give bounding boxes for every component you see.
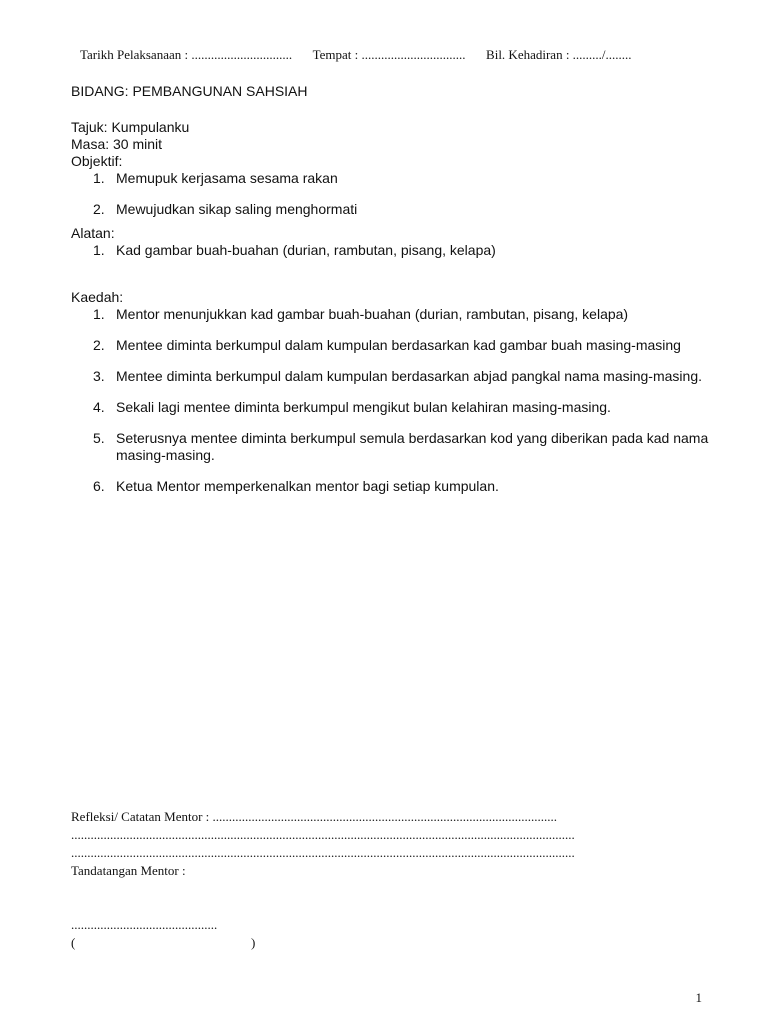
lesson-content <box>71 83 711 495</box>
list-item: 1. Mentor menunjukkan kad gambar buah-buahan (durian, rambutan, pisang, kelapa) <box>93 306 629 322</box>
name-parentheses <box>71 934 261 952</box>
list-item: 5. Seterusnya mentee diminta berkumpul semula berdasarkan kod yang diberikan pada kad nama masing-masing. <box>93 430 709 463</box>
objektif-list <box>71 170 711 218</box>
mentor-footer <box>71 808 651 952</box>
list-item: 4. Sekali lagi mentee diminta berkumpul mengikut bulan kelahiran masing-masing. <box>93 399 611 415</box>
alatan-label: Alatan: <box>71 225 115 241</box>
paren-close: ) <box>251 935 256 950</box>
list-item: 1. Memupuk kerjasama sesama rakan <box>93 170 338 186</box>
refleksi-line: Refleksi/ Catatan Mentor : .......................................................................................................... <box>71 809 558 824</box>
objektif-label: Objektif: <box>71 153 123 169</box>
bidang-heading: BIDANG: PEMBANGUNAN SAHSIAH <box>71 83 308 99</box>
list-item: 6. Ketua Mentor memperkenalkan mentor bagi setiap kumpulan. <box>93 478 499 494</box>
header-line <box>80 47 720 63</box>
list-item: 3. Mentee diminta berkumpul dalam kumpulan berdasarkan abjad pangkal nama masing-masing. <box>93 368 702 384</box>
signature-dots: ............................................. <box>71 917 218 932</box>
tarikh-field: Tarikh Pelaksanaan : ............................... <box>80 47 293 62</box>
kehadiran-field: Bil. Kehadiran : ........./........ <box>486 47 632 62</box>
tajuk: Tajuk: Kumpulanku <box>71 119 190 135</box>
tempat-field: Tempat : ................................ <box>312 47 466 62</box>
tandatangan-label: Tandatangan Mentor : <box>71 863 186 878</box>
page-number: 1 <box>695 990 702 1005</box>
kaedah-list <box>71 306 711 495</box>
masa: Masa: 30 minit <box>71 136 163 152</box>
dotted-line: ........................................................................................................................................................... <box>71 845 575 860</box>
dotted-line: ........................................................................................................................................................... <box>71 827 575 842</box>
alatan-list <box>71 242 711 259</box>
paren-open: ( <box>71 935 76 950</box>
list-item: 1. Kad gambar buah-buahan (durian, rambutan, pisang, kelapa) <box>93 242 496 258</box>
kaedah-label: Kaedah: <box>71 289 124 305</box>
list-item: 2. Mentee diminta berkumpul dalam kumpulan berdasarkan kad gambar buah masing-masing <box>93 337 681 353</box>
list-item: 2. Mewujudkan sikap saling menghormati <box>93 201 358 217</box>
